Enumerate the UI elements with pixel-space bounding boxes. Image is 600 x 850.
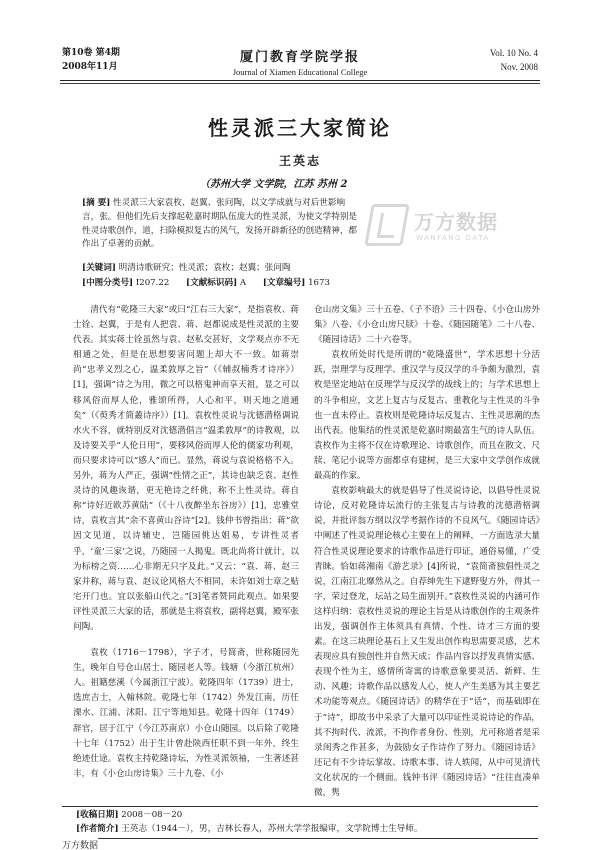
- article-id-label: [文章编号]: [262, 278, 306, 288]
- author-bio: [76, 823, 422, 836]
- journal-name-cn: 厦门教育学院学报: [239, 50, 360, 65]
- issue-number-cn: 第10卷 第4期: [62, 48, 120, 58]
- issue-info-en: [490, 46, 538, 74]
- body-column-left: [73, 303, 299, 799]
- abstract-text: 性灵派三大家袁枚、赵翼、张问陶，以文学成就与对后世影响言，张。但他们先后支撑起乾嘉时期队伍庞大的性灵派，为使文学特别是性灵诗歌创作，道，扫除模拟复古的风气，发扬开辟新径的创造精神，都作出了卓著的贡献。: [82, 198, 357, 250]
- journal-name-en: Journal of Xiamen Educational College: [232, 67, 368, 77]
- body-column-right: [314, 303, 540, 803]
- author-affiliation: （苏州大学 文学院，江苏 苏州 2: [200, 179, 348, 190]
- article-title: 性灵派三大家简论: [208, 116, 392, 140]
- issue-volume-en: Vol. 10 No. 4: [489, 48, 538, 58]
- doc-code-label: [文献标识码]: [186, 278, 238, 288]
- header-rule-thin: [60, 83, 540, 84]
- source-label: 万方数据: [62, 836, 98, 850]
- article-id-value: 1673: [308, 278, 330, 288]
- clc-value: I207.22: [135, 278, 170, 288]
- received-date: [76, 809, 182, 822]
- author-bio-text: 王英志（1944－），男，吉林长春人，苏州大学学报编审，文学院博士生导师。: [121, 824, 423, 834]
- article-author: 王英志: [278, 154, 321, 168]
- classification-line: [82, 277, 357, 290]
- wanfang-watermark: [364, 198, 504, 258]
- abstract-label: [摘 要]: [82, 198, 111, 208]
- watermark-text: 万方数据: [414, 210, 498, 234]
- body-paragraph: 袁枚影响最大的就是倡导了性灵说诗论，以倡导性灵说诗论，反对乾隆诗坛流行的主张复古与诗教的沈德潜格调说，并批评翁方纲以汉学考据作诗的不良风气。《随园诗话》中阐述了性灵说理论核心主要在上的阐释，一方面选录大量符合性灵说理论要求的诗歌作品进行印证，通俗易懂，广受青睐。恰如蒋湘南《游艺录》[4]所说，“袁简斋独倡性灵之说，江南江北靡然从之。自荐绅先生下逮野叟方外，得其一字，荣过登龙，坛站之局生面别开。”袁枚性灵说的内涵可作这样归纳：袁枚性灵说的理论主旨是从诗歌创作的主观条件出发，强调创作主体须具有真情、个性、诗才三方面的要素。在这三块理论基石上又生发出创作构思需要灵感，艺术表现应具有独创性并自然天成；作品内容以抒发真情实感、表现个性为主，感情所寄寓的诗歌意象要灵活、新鲜、生动、风趣；诗歌作品以感发人心，使人产生美感为其主要艺术功能等观点。《随园诗话》的精华在于“话”，而基础即在于“诗”，即故书中采录了大量可以印证性灵说诗论的作品，其不拘时代、流派，不拘作者身份、性别，尤可称道者是采录闺秀之作甚多，为鼓励女子作诗作了努力。《随园诗话》还记有不少诗坛掌故、诗歌本事、诗人轶闻，从中可见清代文化状况的一个侧面。钱钟书评《随园诗话》“往往直凑单微，隽: [314, 486, 540, 798]
- wanfang-logo-icon: [364, 204, 409, 246]
- doc-code-value: A: [239, 278, 247, 288]
- keywords-text: 明清诗歌研究；性灵派；袁枚；赵翼；张问陶: [118, 263, 291, 273]
- issue-date-en: Nov. 2008: [500, 62, 538, 72]
- header-rule: [60, 80, 540, 81]
- body-paragraph: 袁枚（1716－1798），字子才，号简斋，世称随园先生，晚年自号仓山居士、随园老人等。钱塘（今浙江杭州）人。祖籍慈溪（今属浙江宁波）。乾隆四年（1739）进士，选庶吉士，入翰林院。乾隆七年（1742）外发江南，历任溧水、江浦、沭阳、江宁等地知县。乾隆十四年（1749）辞官，居于江宁（今江苏南京）小仓山随园。以后除了乾隆十七年（1752）出于生计曾赴陕西任职不到一年外，终生绝迹仕途。袁枚主持乾隆诗坛，为性灵派领袖，一生著述甚丰，有《小仓山房诗集》三十九卷、《小: [73, 648, 299, 779]
- watermark-subtext: WANFANG DATA: [416, 234, 490, 242]
- abstract: [82, 197, 357, 263]
- received-value: 2008－08－20: [121, 810, 183, 820]
- keywords: [82, 262, 357, 275]
- body-paragraph: 仓山房文集》三十五卷、《子不语》三十四卷、《小仓山房外集》八卷、《小仓山房尺牍》十卷、《随园随笔》二十八卷、《随园诗话》二十六卷等。: [314, 305, 540, 346]
- footer-rule: [62, 838, 538, 839]
- keywords-label: [关键词]: [82, 263, 116, 273]
- issue-date-cn: 2008年11月: [62, 62, 118, 72]
- footnote-rule: [62, 806, 538, 807]
- received-label: [收稿日期]: [76, 810, 119, 820]
- clc-label: [中图分类号]: [82, 278, 134, 288]
- author-bio-label: [作者简介]: [76, 824, 119, 834]
- body-paragraph: 袁枚所处时代是所谓的“乾隆盛世”，学术思想十分活跃，崇理学与反理学、重汉学与反汉学的斗争颇为激烈，袁枚是坚定地站在反理学与反汉学的战线上的；与学术思想上的斗争相应，文艺上复古与反复古、重教化与主性灵的斗争也一直未停止。袁枚则是乾隆诗坛反复古、主性灵思潮的杰出代表。他集结的性灵派是乾嘉时期最富生气的诗人队伍。袁枚作为主将不仅在诗歌理论、诗歌创作，而且在散文、尺牍、笔记小说等方面都卓有建树，是三大家中文学创作成就最高的作家。: [314, 350, 540, 482]
- body-paragraph: 清代有“乾隆三大家”或曰“江右三大家”，是指袁枚、蒋士铨、赵翼，于是有人把袁、蒋、赵都说成是性灵派的主要代表。其实蒋士铨虽然与袁、赵私交甚好，文学观点亦不无相通之处，但是在思想要害问题上却大不一致。如蒋崇尚“忠孝义烈之心，温柔敦厚之旨”（《辅叔楠秀才诗序》）[1]，强调“诗之为用，微之可以格鬼神而享天祖，显之可以移风俗而厚人伦，雅颂所得，人心和平，则天地之道通矣”（《萸秀才简叢诗序》）[1]。袁枚性灵说与沈德潜格调说水火不容，就特别反对沈德潜倡言“温柔敦厚”的诗教观，以及诗要关乎“人伦日用”，要移风俗而厚人伦的儒家功利观，而只要求诗可以“感人”而已。显然，蒋说与袁说格格不入。另外，蒋为人严正，强调“性情之正”，其诗也缺乏袁、赵性灵诗的风趣诙谐，更无艳诗之纤佻，称不上性灵诗。蒋自称“诗好近欧苏黄陆”（《十八夜醉坐东谷房》）[1]，忠雅堂诗，袁枚言其“余不喜黄山谷诗”[2]。钱仲书曾指出：蒋“欲因文见道，以诗辅史，岂随园佻达姐易，专讲性灵者乎，‘童’三家’之说，乃随园一人揭鬼。既北尚将计就计，以为标榜之资……心非期无只字及此。”又云：“袁、蒋、赵三家并称，蒋与袁、赵议论风格大不相同，未许如刘士章之贴宅开门也。宜以张船山代之。”[3]笔者赞同此观点。如果要评性灵派三大家的话，那就是主将袁枚，副将赵翼，殿军张问陶。: [73, 305, 299, 632]
